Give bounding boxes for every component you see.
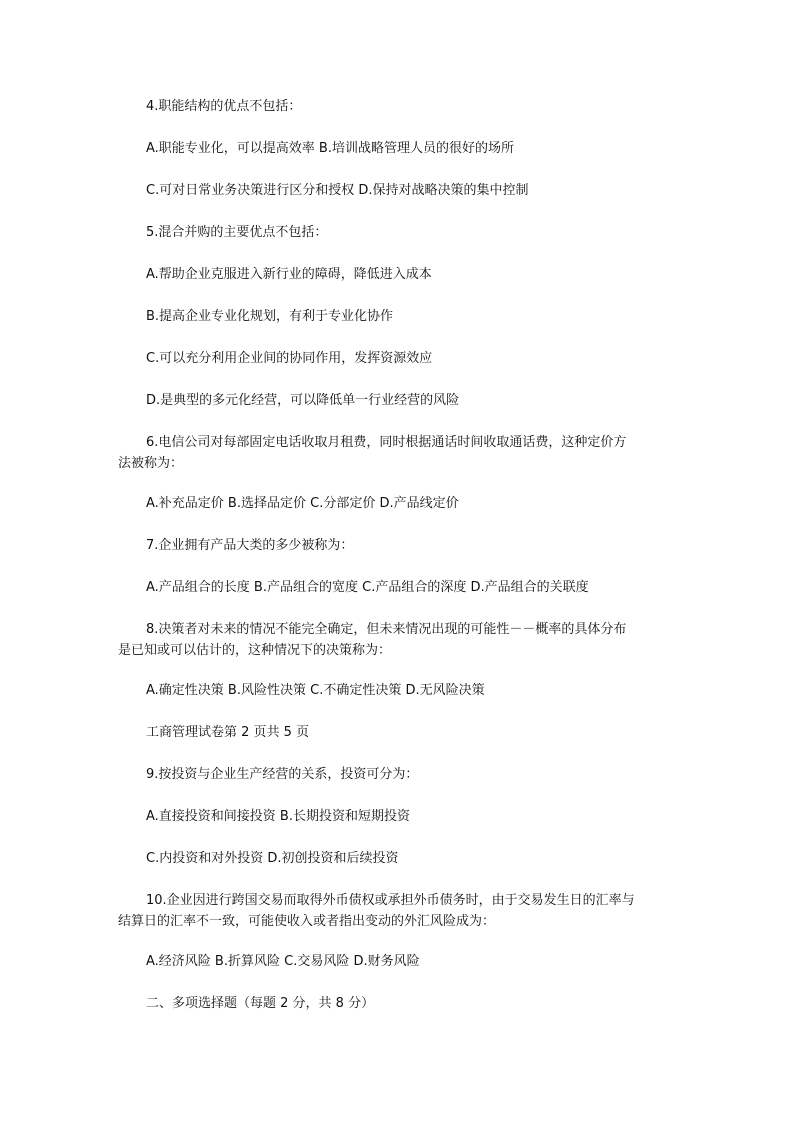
question-8-stem-line-1: 8.决策者对未来的情况不能完全确定，但未来情况出现的可能性－－概率的具体分布 bbox=[146, 622, 627, 637]
question-4-stem: 4.职能结构的优点不包括： bbox=[146, 99, 302, 114]
page-footer: 工商管理试卷第 2 页共 5 页 bbox=[146, 725, 310, 740]
question-9-options-cd: C.内投资和对外投资 D.初创投资和后续投资 bbox=[146, 851, 399, 866]
question-7-stem: 7.企业拥有产品大类的多少被称为： bbox=[146, 538, 354, 553]
question-7-options: A.产品组合的长度 B.产品组合的宽度 C.产品组合的深度 D.产品组合的关联度 bbox=[146, 580, 589, 595]
question-10-options: A.经济风险 B.折算风险 C.交易风险 D.财务风险 bbox=[146, 954, 420, 969]
question-6-options: A.补充品定价 B.选择品定价 C.分部定价 D.产品线定价 bbox=[146, 496, 459, 511]
question-6-stem-line-1: 6.电信公司对每部固定电话收取月租费，同时根据通话时间收取通话费，这种定价方 bbox=[146, 435, 627, 450]
question-10-stem-line-1: 10.企业因进行跨国交易而取得外币债权或承担外币债务时，由于交易发生日的汇率与 bbox=[146, 893, 635, 908]
question-9-stem: 9.按投资与企业生产经营的关系，投资可分为： bbox=[146, 767, 419, 782]
question-4-options-cd: C.可对日常业务决策进行区分和授权 D.保持对战略决策的集中控制 bbox=[146, 183, 529, 198]
question-5-option-a: A.帮助企业克服进入新行业的障碍，降低进入成本 bbox=[146, 267, 432, 282]
section-heading-multiple-choice: 二、多项选择题（每题 2 分，共 8 分） bbox=[146, 996, 375, 1011]
question-10-stem-line-2: 结算日的汇率不一致，可能使收入或者指出变动的外汇风险成为： bbox=[118, 914, 496, 929]
question-5-option-c: C.可以充分利用企业间的协同作用，发挥资源效应 bbox=[146, 351, 433, 366]
question-6-stem-line-2: 法被称为： bbox=[118, 456, 184, 471]
question-5-option-d: D.是典型的多元化经营，可以降低单一行业经营的风险 bbox=[146, 393, 460, 408]
question-8-options: A.确定性决策 B.风险性决策 C.不确定性决策 D.无风险决策 bbox=[146, 683, 485, 698]
question-8-stem-line-2: 是已知或可以估计的，这种情况下的决策称为： bbox=[118, 643, 392, 658]
question-9-options-ab: A.直接投资和间接投资 B.长期投资和短期投资 bbox=[146, 809, 410, 824]
question-4-options-ab: A.职能专业化，可以提高效率 B.培训战略管理人员的很好的场所 bbox=[146, 141, 514, 156]
question-5-option-b: B.提高企业专业化规划，有利于专业化协作 bbox=[146, 309, 394, 324]
question-5-stem: 5.混合并购的主要优点不包括： bbox=[146, 225, 328, 240]
